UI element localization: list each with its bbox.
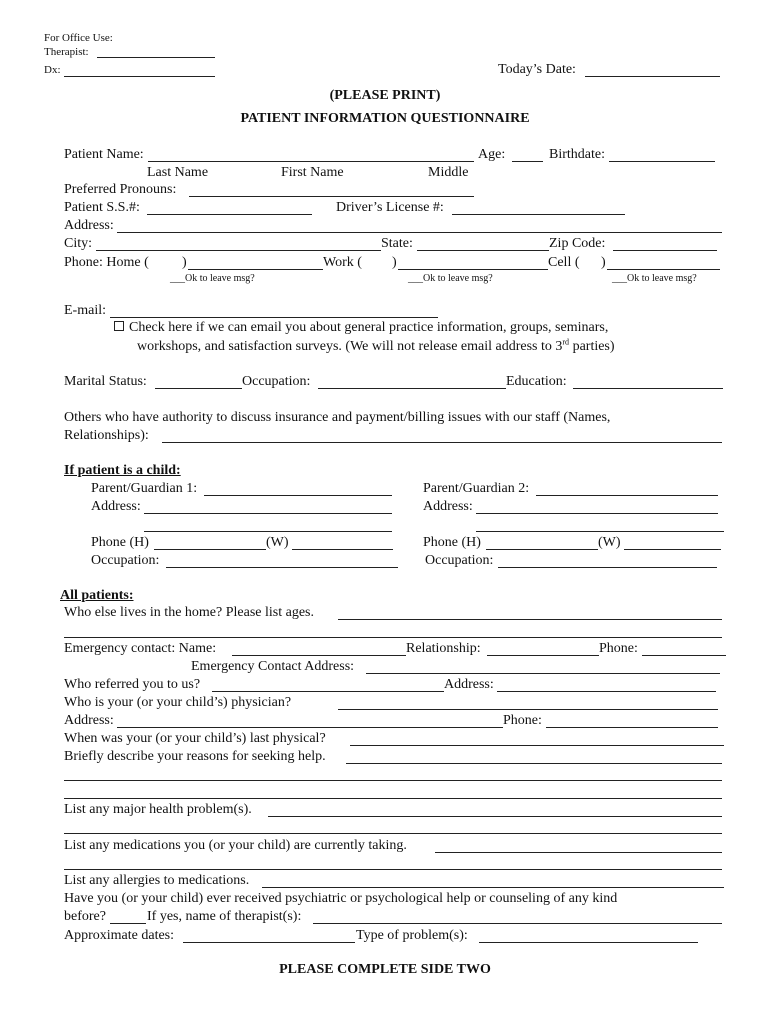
guardian2-address-field-2[interactable] [476,531,724,532]
dx-label: Dx: [44,64,61,76]
ssn-field[interactable] [147,214,312,215]
work-label: Work ( [323,255,362,270]
middle-caption: Middle [428,165,469,180]
pronouns-field[interactable] [189,196,474,197]
guardian2-occupation-field[interactable] [498,567,717,568]
referred-label: Who referred you to us? [64,677,201,692]
todays-date-field[interactable] [585,76,720,77]
cell-phone-field[interactable] [607,269,720,270]
health-problems-label: List any major health problem(s). [64,802,252,817]
others-authority-field[interactable] [162,442,722,443]
child-section-heading: If patient is a child: [64,463,181,478]
emergency-address-label: Emergency Contact Address: [191,659,355,674]
who-else-field-2[interactable] [64,637,722,638]
guardian2-phone-h-label: Phone (H) [423,535,481,550]
reasons-label: Briefly describe your reasons for seeking help. [64,749,326,764]
guardian1-address-field[interactable] [144,513,392,514]
home-phone-field[interactable] [188,269,323,270]
zip-label: Zip Code: [549,236,606,251]
occupation-label: Occupation: [242,374,311,389]
problem-type-field[interactable] [479,942,698,943]
reasons-field[interactable] [346,763,722,764]
work-ok-msg[interactable]: ___Ok to leave msg? [408,273,493,284]
emergency-name-field[interactable] [232,655,406,656]
email-label: E-mail: [64,303,106,318]
health-problems-field-2[interactable] [64,833,722,834]
guardian2-field[interactable] [536,495,718,496]
physician-label: Who is your (or your child’s) physician? [64,695,292,710]
email-consent-text-1: Check here if we can email you about general practice information, groups, seminars, [129,320,609,335]
others-authority-line-1: Others who have authority to discuss insurance and payment/billing issues with our staff (Names, [64,410,611,425]
last-name-caption: Last Name [147,165,209,180]
guardian1-occupation-field[interactable] [166,567,398,568]
dates-field[interactable] [183,942,355,943]
medications-label: List any medications you (or your child) are currently taking. [64,838,407,853]
physician-phone-field[interactable] [546,727,718,728]
emergency-address-field[interactable] [366,673,720,674]
guardian1-address-field-2[interactable] [144,531,392,532]
dx-field[interactable] [64,76,215,77]
therapist-label: Therapist: [44,46,89,58]
problem-type-label: Type of problem(s): [356,928,468,943]
patient-name-field[interactable] [148,161,474,162]
all-patients-heading: All patients: [60,588,134,603]
email-consent-text-2a: workshops, and satisfaction surveys. (We will not release email address to 3 [137,339,563,354]
dates-label: Approximate dates: [64,928,175,943]
address-field[interactable] [117,232,722,233]
before-label: before? [64,909,106,924]
emergency-phone-field[interactable] [642,655,726,656]
last-physical-label: When was your (or your child’s) last physical? [64,731,326,746]
email-consent-checkbox[interactable] [114,321,124,331]
first-name-caption: First Name [281,165,344,180]
emergency-phone-label: Phone: [599,641,638,656]
allergies-label: List any allergies to medications. [64,873,250,888]
cell-ok-msg[interactable]: ___Ok to leave msg? [612,273,697,284]
guardian2-address-field[interactable] [476,513,718,514]
zip-field[interactable] [613,250,717,251]
please-print: (PLEASE PRINT) [329,88,441,103]
allergies-field[interactable] [262,887,724,888]
guardian2-address-label: Address: [423,499,473,514]
guardian1-label: Parent/Guardian 1: [91,481,198,496]
physician-address-label: Address: [64,713,114,728]
state-label: State: [381,236,413,251]
work-phone-field[interactable] [398,269,548,270]
physician-phone-label: Phone: [503,713,542,728]
drivers-license-field[interactable] [452,214,625,215]
guardian2-w-field[interactable] [624,549,721,550]
home-ok-msg[interactable]: ___Ok to leave msg? [170,273,255,284]
birthdate-label: Birthdate: [549,147,605,162]
marital-field[interactable] [155,388,242,389]
others-authority-line-2: Relationships): [64,428,149,443]
guardian1-phone-h-field[interactable] [154,549,266,550]
referrer-address-field[interactable] [497,691,716,692]
therapist-name-field[interactable] [313,923,722,924]
who-else-label: Who else lives in the home? Please list ages. [64,605,314,620]
home-area-close: ) [182,255,187,270]
birthdate-field[interactable] [609,161,715,162]
medications-field-2[interactable] [64,869,722,870]
reasons-field-3[interactable] [64,798,722,799]
email-consent-sup: rd [562,337,570,347]
email-field[interactable] [110,317,438,318]
email-consent-text-2b: parties) [569,339,615,354]
before-field[interactable] [110,923,146,924]
relationship-label: Relationship: [406,641,481,656]
therapist-field[interactable] [97,57,215,58]
emergency-name-label: Emergency contact: Name: [64,641,217,656]
physician-field[interactable] [338,709,718,710]
address-label: Address: [64,218,114,233]
therapist-name-label: If yes, name of therapist(s): [147,909,302,924]
form-title: PATIENT INFORMATION QUESTIONNAIRE [240,111,530,126]
physician-address-field[interactable] [117,727,503,728]
education-label: Education: [506,374,567,389]
drivers-license-label: Driver’s License #: [336,200,444,215]
guardian1-phone-h-label: Phone (H) [91,535,149,550]
reasons-field-2[interactable] [64,780,722,781]
state-field[interactable] [417,250,549,251]
prior-help-label: Have you (or your child) ever received psychiatric or psychological help or counseling of any kind [64,891,618,906]
referrer-address-label: Address: [444,677,494,692]
city-label: City: [64,236,93,251]
guardian1-w-field[interactable] [292,549,393,550]
email-consent-line-2 [137,339,615,355]
relationship-field[interactable] [487,655,599,656]
guardian1-w-label: (W) [266,535,289,550]
guardian2-phone-h-field[interactable] [486,549,598,550]
guardian2-w-label: (W) [598,535,621,550]
cell-area-close: ) [601,255,606,270]
guardian2-occupation-label: Occupation: [425,553,494,568]
medications-field[interactable] [435,852,722,853]
phone-home-label: Phone: Home ( [64,255,149,270]
cell-label: Cell ( [548,255,580,270]
who-else-field[interactable] [338,619,722,620]
age-field[interactable] [512,161,543,162]
guardian1-occupation-label: Occupation: [91,553,160,568]
ssn-label: Patient S.S.#: [64,200,140,215]
occupation-field[interactable] [318,388,506,389]
office-use-heading: For Office Use: [44,32,113,44]
work-area-close: ) [392,255,397,270]
referred-field[interactable] [212,691,444,692]
age-label: Age: [478,147,506,162]
footer-note: PLEASE COMPLETE SIDE TWO [279,962,491,977]
city-field[interactable] [96,250,381,251]
health-problems-field[interactable] [268,816,722,817]
guardian1-address-label: Address: [91,499,141,514]
pronouns-label: Preferred Pronouns: [64,182,177,197]
email-consent-line-1 [114,320,608,336]
education-field[interactable] [573,388,723,389]
todays-date-label: Today’s Date: [498,62,576,77]
patient-name-label: Patient Name: [64,147,144,162]
guardian1-field[interactable] [204,495,392,496]
last-physical-field[interactable] [350,745,724,746]
guardian2-label: Parent/Guardian 2: [423,481,530,496]
marital-label: Marital Status: [64,374,147,389]
